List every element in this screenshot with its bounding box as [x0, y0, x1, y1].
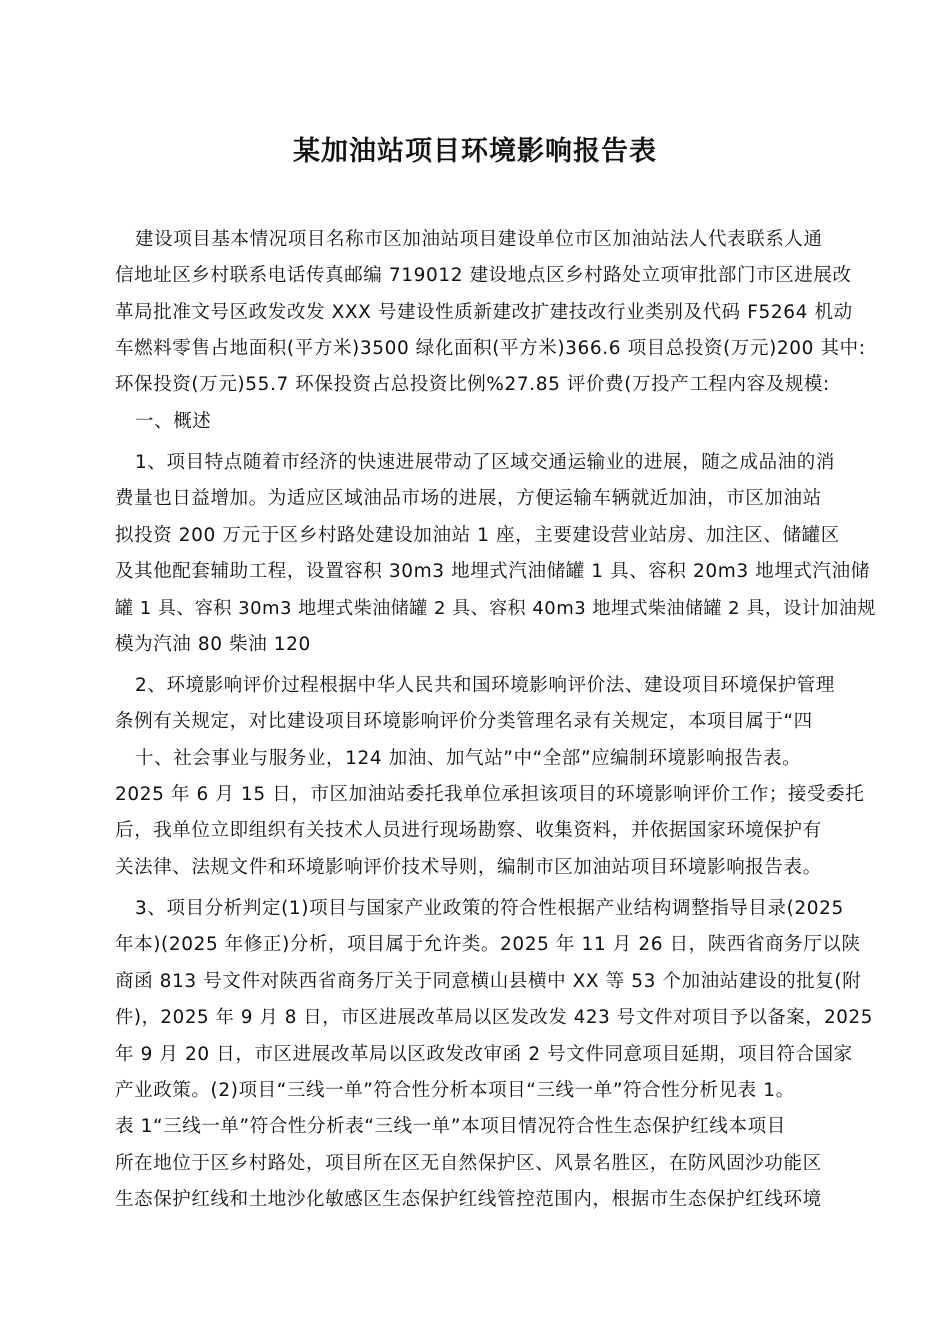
paragraph-line: 件)，2025 年 9 月 8 日，市区进展改革局以区发改发 423 号文件对项目予以备案，2025 — [115, 1007, 873, 1028]
paragraph-line: 及其他配套辅助工程，设置容积 30m3 地埋式汽油储罐 1 具、容积 20m3 地埋式汽油储 — [115, 561, 870, 582]
paragraph-line: 年本)(2025 年修正)分析，项目属于允许类。2025 年 11 月 26 日，陕西省商务厅以陕 — [115, 934, 861, 955]
paragraph-line: 年 9 月 20 日，市区进展改革局以区政发改审函 2 号文件同意项目延期，项目符合国家 — [115, 1044, 853, 1065]
paragraph-line: 十、社会事业与服务业，124 加油、加气站”中“全部”应编制环境影响报告表。 — [135, 748, 802, 769]
paragraph-line: 条例有关规定，对比建设项目环境影响评价分类管理名录有关规定，本项目属于“四 — [115, 711, 813, 732]
paragraph-line: 所在地位于区乡村路处，项目所在区无自然保护区、风景名胜区，在防风固沙功能区 — [115, 1153, 822, 1174]
paragraph-line: 1、项目特点随着市经济的快速进展带动了区域交通运输业的进展，随之成品油的消 — [135, 452, 835, 473]
paragraph-line: 2、环境影响评价过程根据中华人民共和国环境影响评价法、建设项目环境保护管理 — [135, 675, 835, 696]
paragraph-line: 环保投资(万元)55.7 环保投资占总投资比例%27.85 评价费(万投产工程内容及规模: — [115, 374, 830, 395]
paragraph-line: 罐 1 具、容积 30m3 地埋式柴油储罐 2 具、容积 40m3 地埋式柴油储罐 2 具，设计加油规 — [115, 598, 876, 619]
paragraph-line: 产业政策。(2)项目“三线一单”符合性分析本项目“三线一单”符合性分析见表 1。 — [115, 1080, 795, 1101]
paragraph-line: 后，我单位立即组织有关技术人员进行现场勘察、收集资料，并依据国家环境保护有 — [115, 820, 822, 841]
paragraph-line: 革局批准文号区政发改发 XXX 号建设性质新建改扩建技改行业类别及代码 F5264 机动 — [115, 302, 853, 323]
paragraph-line: 2025 年 6 月 15 日，市区加油站委托我单位承担该项目的环境影响评价工作；接受委托 — [115, 784, 865, 805]
paragraph-line: 信地址区乡村联系电话传真邮编 719012 建设地点区乡村路处立项审批部门市区进展改 — [115, 265, 852, 286]
paragraph-line: 建设项目基本情况项目名称市区加油站项目建设单位市区加油站法人代表联系人通 — [135, 229, 823, 250]
paragraph-line: 3、项目分析判定(1)项目与国家产业政策的符合性根据产业结构调整指导目录(2025 — [135, 898, 844, 919]
paragraph-line: 费量也日益增加。为适应区域油品市场的进展，方便运输车辆就近加油，市区加油站 — [115, 488, 822, 509]
section-heading: 一、概述 — [135, 411, 212, 432]
document-title: 某加油站项目环境影响报告表 — [293, 136, 657, 167]
paragraph-line: 生态保护红线和土地沙化敏感区生态保护红线管控范围内，根据市生态保护红线环境 — [115, 1189, 822, 1210]
paragraph-line: 表 1“三线一单”符合性分析表“三线一单”本项目情况符合性生态保护红线本项目 — [115, 1116, 786, 1137]
paragraph-line: 拟投资 200 万元于区乡村路处建设加油站 1 座，主要建设营业站房、加注区、储罐区 — [115, 525, 840, 546]
paragraph-line: 模为汽油 80 柴油 120 — [115, 634, 311, 655]
paragraph-line: 关法律、法规文件和环境影响评价技术导则，编制市区加油站项目环境影响报告表。 — [115, 857, 822, 878]
paragraph-line: 商函 813 号文件对陕西省商务厅关于同意横山县横中 XX 等 53 个加油站建设的批复(附 — [115, 971, 862, 992]
paragraph-line: 车燃料零售占地面积(平方米)3500 绿化面积(平方米)366.6 项目总投资(万元)200 其中: — [115, 338, 866, 359]
